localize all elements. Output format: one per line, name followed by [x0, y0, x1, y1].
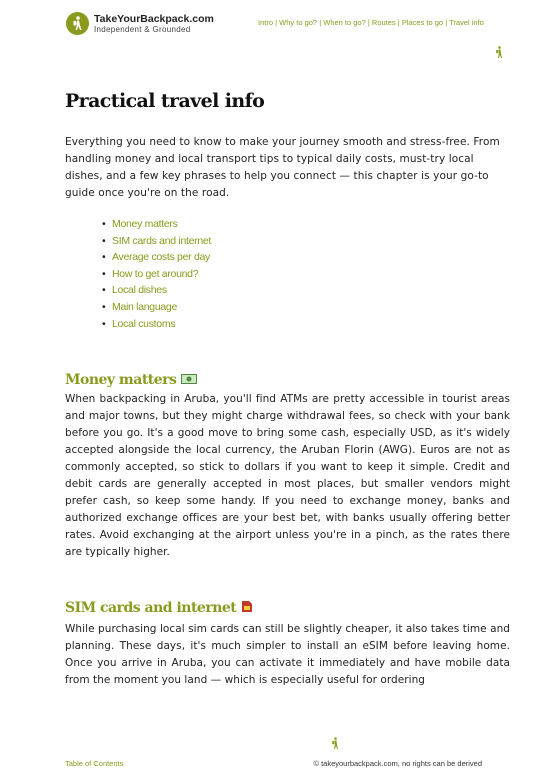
toc-item-label: SIM cards and internet: [112, 234, 212, 247]
money-heading-text: Money matters: [65, 372, 177, 388]
logo-icon[interactable]: [66, 12, 89, 35]
hiker-icon: [494, 44, 504, 63]
page-title: Practical travel info: [65, 90, 265, 112]
nav-places-to-go[interactable]: Places to go: [401, 18, 444, 27]
nav-intro[interactable]: Intro: [258, 18, 274, 27]
nav-routes[interactable]: Routes: [371, 18, 396, 27]
footer-copyright: © takeyourbackpack.com, no rights can be derived: [313, 759, 482, 768]
toc-item-label: Money matters: [112, 218, 178, 230]
toc-item-label: How to get around?: [112, 267, 199, 280]
toc-item-dishes[interactable]: • Local dishes: [102, 284, 167, 297]
money-icon: [181, 373, 197, 387]
sim-heading: [65, 600, 253, 616]
toc-item-costs[interactable]: • Average costs per day: [102, 251, 210, 264]
toc-item-transport[interactable]: • How to get around?: [102, 267, 199, 280]
toc-item-language[interactable]: • Main language: [102, 300, 177, 313]
nav-travel-info[interactable]: Travel info: [449, 18, 484, 27]
money-heading: [65, 372, 197, 388]
toc-item-label: Main language: [112, 300, 177, 313]
sim-heading-text: SIM cards and internet: [65, 600, 237, 616]
chapter-toc: [102, 216, 211, 332]
sim-card-icon: [241, 601, 253, 615]
brand-tagline: Independent & Grounded: [94, 25, 191, 34]
top-navigation: Intro | Why to go? | When to go? | Routes | Places to go | Travel info: [258, 18, 484, 27]
toc-item-label: Local dishes: [112, 284, 167, 297]
toc-item-label: Average costs per day: [112, 251, 210, 264]
nav-why-to-go[interactable]: Why to go?: [279, 18, 318, 27]
hiker-icon: [330, 735, 340, 754]
toc-item-sim[interactable]: • SIM cards and internet: [102, 234, 212, 247]
intro-paragraph: Everything you need to know to make your journey smooth and stress-free. From handling money and local transport tips to typical daily costs, must-try local dishes, and a few key phrases to help you connect — this chapter is your go-to guide once you're on the road.: [65, 136, 500, 199]
brand-name: TakeYourBackpack.com: [94, 13, 214, 25]
toc-item-label: Local customs: [112, 317, 176, 330]
money-paragraph: When backpacking in Aruba, you'll find ATMs are pretty accessible in tourist areas and major towns, but they might charge withdrawal fees, so check with your bank before you go. It's a good move to bring some cash, especially USD, as it's widely accepted alongside the local currency, the Aruban Florin (AWG). Euros are not as commonly accepted, so stick to dollars if you want to keep it simple. Credit and debit cards are generally accepted in most places, but smaller vendors might prefer cash, so keep some handy. If you need to exchange money, banks and authorized exchange offices are your best bet, with banks usually offering better rates. Avoid exchanging at the airport unless you're in a pinch, as the rates there are typically higher.: [65, 393, 510, 558]
toc-item-money[interactable]: • Money matters: [102, 218, 178, 230]
toc-item-customs[interactable]: • Local customs: [102, 317, 176, 330]
nav-when-to-go[interactable]: When to go?: [323, 18, 366, 27]
table-of-contents-link[interactable]: Table of Contents: [65, 759, 124, 768]
brand[interactable]: [94, 13, 214, 35]
page-header: [0, 0, 550, 48]
sim-paragraph: While purchasing local sim cards can still be slightly cheaper, it also takes time and planning. These days, it's much simpler to install an eSIM before leaving home. Once you arrive in Aruba, you can activate it immediately and have mobile data from the moment you land — which is especially useful for ordering: [65, 623, 510, 686]
